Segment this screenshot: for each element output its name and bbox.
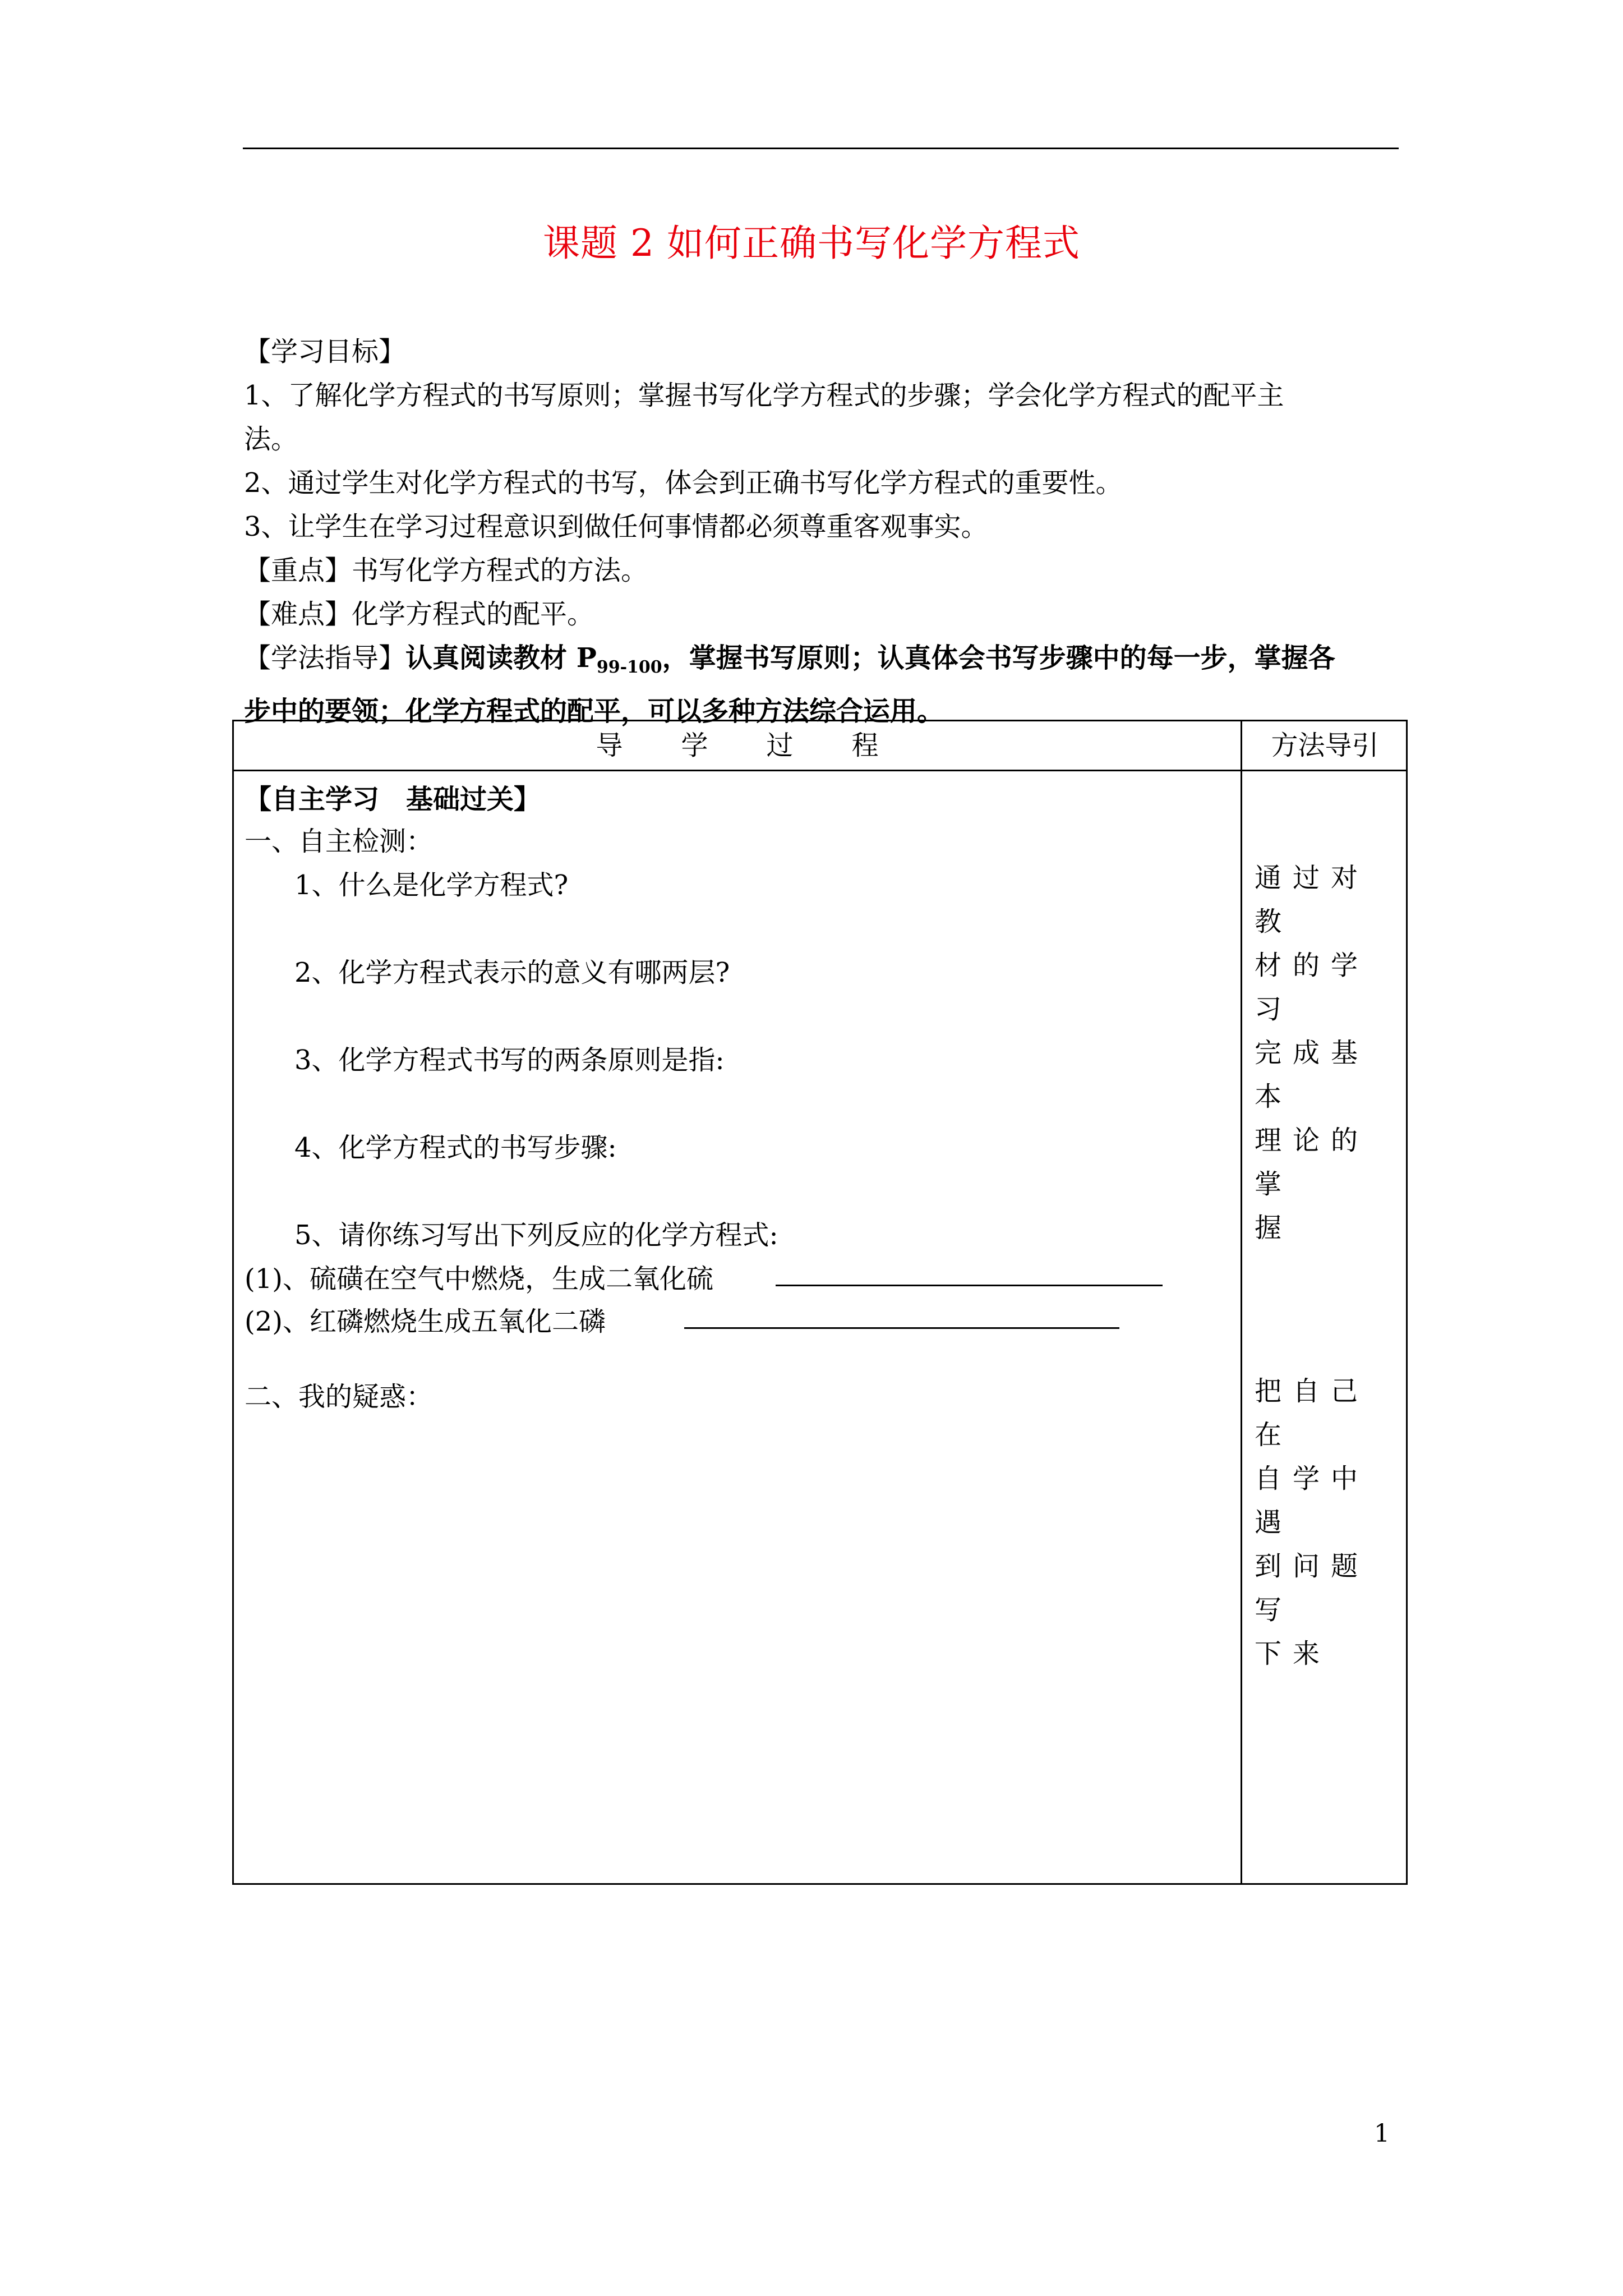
section-title: 【自主学习 基础过关】	[245, 784, 541, 815]
header-char-3: 过	[766, 730, 794, 761]
guide-note-1-line-4: 理论的掌	[1255, 1125, 1370, 1200]
header-divider	[234, 770, 1406, 771]
guide-note-1-line-3: 完成基本	[1255, 1037, 1370, 1112]
page-title: 课题 2 如何正确书写化学方程式	[543, 222, 1080, 265]
guide-note-1-line-2: 材的学习	[1255, 950, 1370, 1025]
part-2-title: 二、我的疑惑：	[245, 1381, 434, 1412]
answer-line-1[interactable]	[776, 1285, 1163, 1286]
header-process	[234, 721, 1241, 770]
header-char-1: 导	[596, 730, 623, 761]
guide-note-1-line-1: 通过对教	[1255, 862, 1370, 937]
guide-note-2-line-1: 把自己在	[1255, 1375, 1370, 1451]
key-point-label: 【重点】	[244, 555, 352, 586]
exercise-1: (1)、硫磺在空气中燃烧，生成二氧化硫	[245, 1263, 713, 1295]
exercise-2: (2)、红磷燃烧生成五氧化二磷	[245, 1306, 606, 1337]
objective-1-line-1: 1、了解化学方程式的书写原则；掌握书写化学方程式的步骤；学会化学方程式的配平主	[244, 380, 1284, 411]
method-guide-line-2: 步中的要领；化学方程式的配平，可以多种方法综合运用。	[244, 696, 944, 727]
guide-note-2	[1255, 1369, 1392, 1676]
question-2: 2、化学方程式表示的意义有哪两层?	[294, 957, 730, 988]
header-char-4: 程	[851, 730, 879, 761]
method-guide-text-a: 认真阅读教材 P	[405, 642, 597, 674]
objective-1-line-2: 法。	[244, 424, 298, 455]
method-guide-pages: 99-100	[596, 657, 662, 677]
question-1: 1、什么是化学方程式?	[294, 869, 569, 901]
guide-note-1-line-5: 握	[1255, 1212, 1293, 1244]
page-number: 1	[1374, 2119, 1390, 2148]
method-guide-text-b: ，掌握书写原则；认真体会书写步骤中的每一步，掌握各	[662, 642, 1335, 674]
guide-note-2-line-4: 下来	[1255, 1638, 1331, 1669]
intro-text	[244, 330, 1399, 733]
guide-note-2-line-2: 自学中遇	[1255, 1463, 1370, 1538]
method-guide-label: 【学法指导】	[244, 642, 406, 674]
part-1-title: 一、自主检测：	[245, 826, 434, 857]
study-table	[232, 720, 1408, 1885]
objective-3: 3、让学生在学习过程意识到做任何事情都必须尊重客观事实。	[244, 511, 988, 542]
guide-note-1	[1255, 856, 1392, 1250]
guide-note-2-line-3: 到问题写	[1255, 1550, 1370, 1626]
objectives-heading: 【学习目标】	[244, 336, 406, 367]
question-3: 3、化学方程式书写的两条原则是指:	[294, 1045, 725, 1076]
key-point-text: 书写化学方程式的方法。	[352, 555, 648, 586]
header-char-2: 学	[681, 730, 708, 761]
difficulty-text: 化学方程式的配平。	[352, 599, 594, 630]
difficulty	[244, 592, 1399, 636]
question-4: 4、化学方程式的书写步骤:	[294, 1132, 617, 1163]
header-rule	[243, 148, 1399, 149]
column-divider	[1241, 721, 1242, 1883]
method-guide-line-1	[244, 636, 1399, 689]
question-5: 5、请你练习写出下列反应的化学方程式:	[294, 1220, 778, 1251]
key-point	[244, 549, 1399, 592]
difficulty-label: 【难点】	[244, 599, 352, 630]
objective-2: 2、通过学生对化学方程式的书写，体会到正确书写化学方程式的重要性。	[244, 467, 1123, 499]
answer-line-2[interactable]	[684, 1327, 1119, 1329]
header-method-guide: 方法导引	[1271, 730, 1379, 761]
